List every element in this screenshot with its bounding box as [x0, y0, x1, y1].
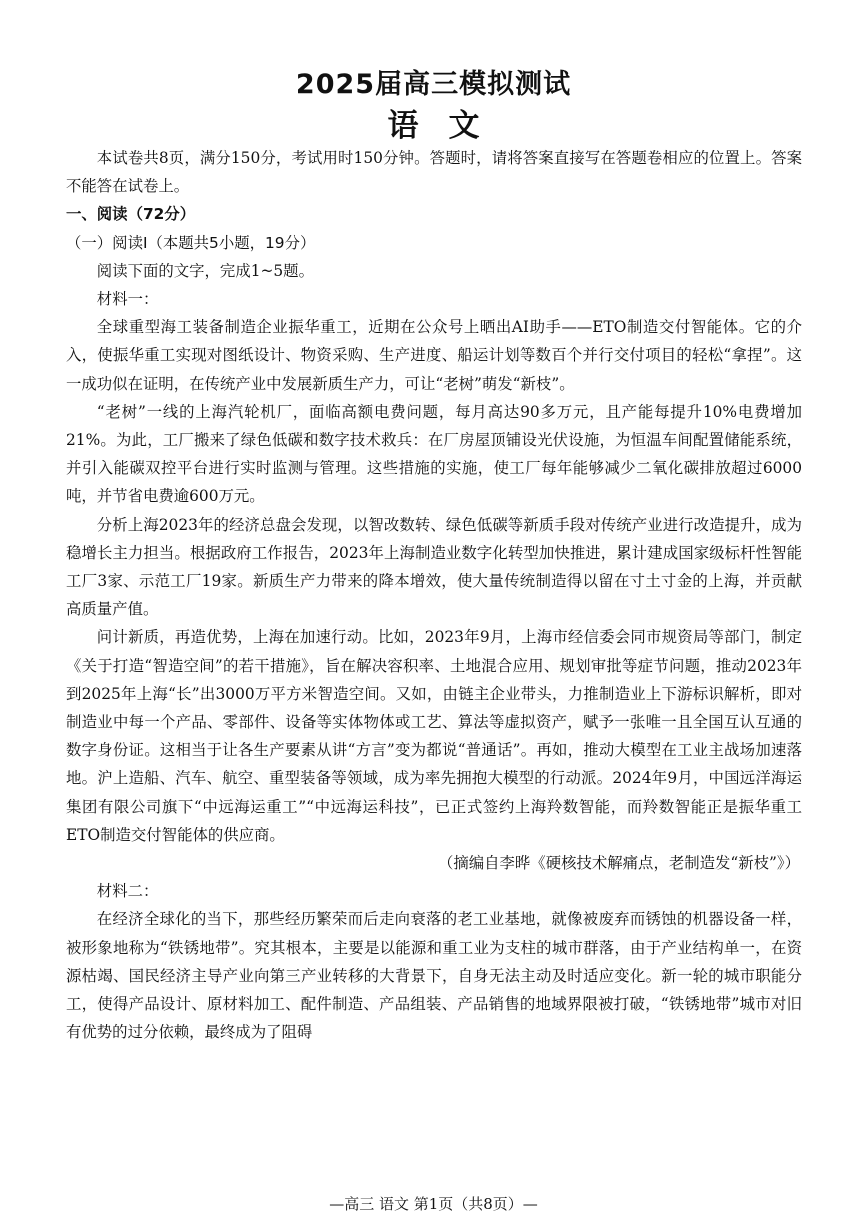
material-paragraph: 分析上海2023年的经济总盘会发现，以智改数转、绿色低碳等新质手段对传统产业进行改造提升，成为稳增长主力担当。根据政府工作报告，2023年上海制造业数字化转型加快推进，累计建成国家级标杆性智能工厂3家、示范工厂19家。新质生产力带来的降本增效，使大量传统制造得以留在寸土寸金的上海，并贡献高质量产值。 — [66, 515, 802, 619]
part-heading: 一、阅读（72分） — [66, 205, 196, 224]
material-paragraph: “老树”一线的上海汽轮机厂，面临高额电费问题，每月高达90多万元，且产能每提升10%电费增加21%。为此，工厂搬来了绿色低碳和数字技术救兵：在厂房屋顶铺设光伏设施，为恒温车间配置储能系统，并引入能碳双控平台进行实时监测与管理。这些措施的实施，使工厂每年能够减少二氧化碳排放超过6000吨，并节省电费逾600万元。 — [66, 402, 802, 506]
material-paragraph: 全球重型海工装备制造企业振华重工，近期在公众号上晒出AI助手——ETO制造交付智能体。它的介入，使振华重工实现对图纸设计、物资采购、生产进度、船运计划等数百个并行交付项目的轻松“拿捏”。这一成功似在证明，在传统产业中发展新质生产力，可让“老树”萌发“新枝”。 — [66, 318, 802, 393]
page-footer: —高三 语文 第1页（共8页）— — [329, 1195, 538, 1213]
exam-body — [66, 144, 802, 1047]
material-label: 材料一： — [96, 290, 159, 309]
material-paragraph: 问计新质，再造优势，上海在加速行动。比如，2023年9月，上海市经信委会同市规资局等部门，制定《关于打造“智造空间”的若干措施》，旨在解决容积率、土地混合应用、规划审批等症节问题，推动2023年到2025年上海“长”出3000万平方米智造空间。又如，由链主企业带头，力推制造业上下游标识解析，即对制造业中每一个产品、零部件、设备等实体物体或工艺、算法等虚拟资产，赋予一张唯一且全国互认互通的数字身份证。这相当于让各生产要素从讲“方言”变为都说“普通话”。再如，推动大模型在工业主战场加速落地。沪上造船、汽车、航空、重型装备等领域，成为率先拥抱大模型的行动派。2024年9月，中国远洋海运集团有限公司旗下“中远海运重工”“中远海运科技”，已正式签约上海羚数智能，而羚数智能正是振华重工ETO制造交付智能体的供应商。 — [66, 628, 802, 844]
material-paragraph: 在经济全球化的当下，那些经历繁荣而后走向衰落的老工业基地，就像被废弃而锈蚀的机器设备一样，被形象地称为“铁锈地带”。究其根本，主要是以能源和重工业为支柱的城市群落，由于产业结构单一，在资源枯竭、国民经济主导产业向第三产业转移的大背景下，自身无法主动及时适应变化。新一轮的城市职能分工，使得产品设计、原材料加工、配件制造、产品组装、产品销售的地域界限被打破，“铁锈地带”城市对旧有优势的过分依赖，最终成为了阻碍 — [66, 910, 802, 1042]
material-label: 材料二： — [96, 882, 159, 901]
instructions: 本试卷共8页，满分150分，考试用时150分钟。答题时，请将答案直接写在答题卷相应的位置上。答案不能答在试卷上。 — [66, 149, 802, 196]
subject-title: 语文 — [387, 108, 510, 144]
task-instruction: 阅读下面的文字，完成1~5题。 — [96, 261, 314, 280]
exam-title: 2025届高三模拟测试 — [295, 69, 572, 100]
section-heading: （一）阅读I（本题共5小题，19分） — [66, 233, 316, 252]
material-source: （摘编自李晔《硬核技术解痛点，老制造发“新枝”》） — [437, 854, 800, 873]
